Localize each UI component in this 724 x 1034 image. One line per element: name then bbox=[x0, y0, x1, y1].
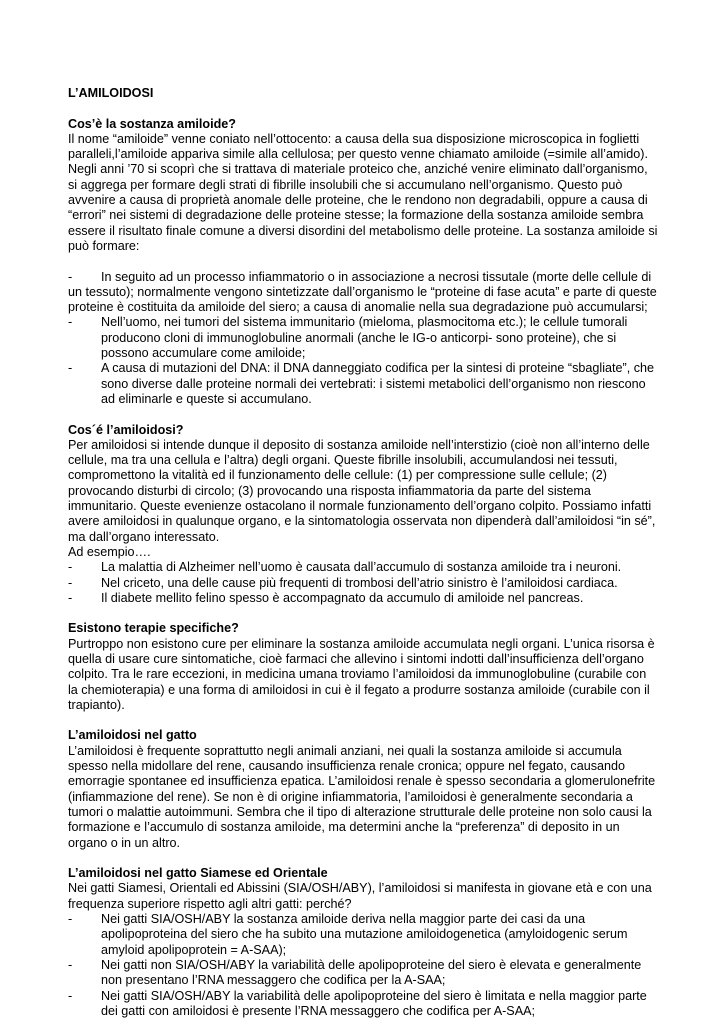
document-body bbox=[68, 86, 658, 1034]
paragraph: Ad esempio…. bbox=[68, 544, 151, 559]
list-item-text: In seguito ad un processo infiammatorio o in associazione a necrosi tissutale (morte delle cellule di un tessuto); normalmente vengono sintetizzate dall’organismo le “proteine di fase acuta” e parte di queste proteine è costituita da amiloide del siero; a causa di anomalie nella sua degradazione può accumularsi; bbox=[68, 269, 657, 315]
list-item-text: La malattia di Alzheimer nell’uomo è causata dall’accumulo di sostanza amiloide tra i neuroni. bbox=[101, 560, 622, 575]
list-item-text: Nei gatti SIA/OSH/ABY la variabilità delle apolipoproteine del siero è limitata e nella maggior parte dei gatti con amiloidosi è presente l’RNA messaggero che codifica per A-SAA; bbox=[101, 988, 647, 1018]
section-gatto-siamese-orientale bbox=[68, 866, 658, 1019]
section-heading: Cos’è la sostanza amiloide? bbox=[68, 116, 236, 131]
list-item-text: Nel criceto, una delle cause più frequenti di trombosi dell’atrio sinistro è l’amiloidosi cardiaca. bbox=[101, 575, 618, 590]
list-item-text: Nei gatti non SIA/OSH/ABY la variabilità delle apolipoproteine del siero è elevata e generalmente non presentano l’RNA messaggero che codifica per la A-SAA; bbox=[101, 957, 642, 988]
bullet-dash: - bbox=[68, 988, 73, 1003]
list-item bbox=[68, 591, 658, 606]
paragraph: L’amiloidosi è frequente soprattutto negli animali anziani, nei quali la sostanza amiloide si accumula spesso nella midollare del rene, causando insufficienza renale cronica; oppure nel fegato, causando emorragie spontanee ed insufficienza epatica. L’amiloidosi renale è spesso secondaria a glomerulonefrite (infiammazione del rene). Se non è di origine infiammatoria, l’amiloidosi è generalmente secondaria a tumori o malattie autoimmuni. Sembra che il tipo di alterazione strutturale delle proteine non solo causi la formazione e l’accumulo di sostanza amiloide, ma determini anche la “preferenza” di deposito in un organo o in un altro. bbox=[68, 743, 656, 850]
list-item bbox=[68, 958, 658, 989]
list-item bbox=[68, 315, 658, 361]
list-item bbox=[68, 576, 658, 591]
section-sostanza-amiloide bbox=[68, 117, 658, 408]
list-item-text: Il diabete mellito felino spesso è accompagnato da accumulo di amiloide nel pancreas. bbox=[101, 590, 584, 605]
list-item bbox=[68, 912, 658, 958]
bullet-dash: - bbox=[68, 590, 73, 605]
bullet-dash: - bbox=[68, 575, 73, 590]
section-cos-e-amiloidosi bbox=[68, 423, 658, 607]
section-terapie bbox=[68, 621, 658, 713]
section-heading: Cos´é l’amiloidosi? bbox=[68, 422, 184, 437]
section-heading: Esistono terapie specifiche? bbox=[68, 621, 239, 636]
paragraph: Purtroppo non esistono cure per eliminare la sostanza amiloide accumulata negli organi. L’unica risorsa è quella di usare cure sintomatiche, cioè farmaci che allevino i sintomi indotti dall’insufficienza dell’organo colpito. Tra le rare eccezioni, in medicina umana troviamo l’amiloidosi da immunoglobuline (curabile con la chemioterapia) e una forma di amiloidosi in cui è il fegato a produrre sostanza amiloide (curabile con il trapianto). bbox=[68, 636, 655, 712]
list-item-text: Nei gatti SIA/OSH/ABY la sostanza amiloide deriva nella maggior parte dei casi da una apolipoproteina del siero che ha subito una mutazione amiloidogenetica (amyloidogenic serum amyloid apolipoprotein = A-SAA); bbox=[101, 912, 628, 957]
bullet-dash: - bbox=[68, 957, 73, 972]
section-heading: L’amiloidosi nel gatto bbox=[68, 728, 197, 743]
bullet-dash: - bbox=[68, 269, 73, 284]
paragraph: Nei gatti Siamesi, Orientali ed Abissini (SIA/OSH/ABY), l’amiloidosi si manifesta in giovane età e con una frequenza superiore rispetto agli altri gatti: perché? bbox=[68, 881, 652, 911]
list-item bbox=[68, 560, 658, 575]
bullet-dash: - bbox=[68, 361, 73, 376]
bullet-dash: - bbox=[68, 315, 73, 330]
document-title: L’AMILOIDOSI bbox=[68, 86, 154, 100]
section-heading: L’amiloidosi nel gatto Siamese ed Orientale bbox=[68, 866, 328, 881]
list-item bbox=[68, 361, 658, 407]
paragraph: Il nome “amiloide” venne coniato nell’ottocento: a causa della sua disposizione microscopica in foglietti paralleli,l’amiloide appariva simile alla cellulosa; per questo venne chiamato amiloide (=simile all’amido). Negli anni ’70 si scoprì che si trattava di materiale proteico che, anziché venire eliminato dall’organismo, si aggrega per formare degli strati di fibrille insolubili che si accumulano nell’organismo. Questo può avvenire a causa di proprietà anomale delle proteine, che le rendono non degradabili, oppure a causa di “errori” nei sistemi di degradazione delle proteine stesse; la formazione della sostanza amiloide sembra essere il risultato finale comune a diversi disordini del metabolismo delle proteine. La sostanza amiloide si può formare: bbox=[68, 131, 658, 253]
bullet-dash: - bbox=[68, 560, 73, 575]
list-item bbox=[68, 270, 658, 316]
paragraph: Per amiloidosi si intende dunque il deposito di sostanza amiloide nell’interstizio (cioè non all’interno delle cellule, ma tra una cellula e l’altra) degli organi. Queste fibrille insolubili, accumulandosi nei tessuti, compromettono la vitalità ed il funzionamento delle cellule: (1) per compressione sulle cellule; (2) provocando disturbi di circolo; (3) provocando una risposta infiammatoria da parte del sistema immunitario. Queste evenienze ostacolano il normale funzionamento dell’organo colpito. Possiamo infatti avere amiloidosi in qualunque organo, e la sintomatologia osservata non dipenderà dall’amiloidosi “in sé”, ma dall’organo interessato. bbox=[68, 437, 656, 544]
bullet-dash: - bbox=[68, 912, 73, 927]
list-item bbox=[68, 989, 658, 1020]
list-item-text: A causa di mutazioni del DNA: il DNA danneggiato codifica per la sintesi di proteine “sbagliate”, che sono diverse dalle proteine normali dei vertebrati: i sistemi metabolici dell’organismo non riescono ad eliminarle e queste si accumulano. bbox=[101, 361, 655, 406]
list-item-text: Nell’uomo, nei tumori del sistema immunitario (mieloma, plasmocitoma etc.); le cellule tumorali producono cloni di immunoglobuline anormali (anche le IG-o anticorpi- sono proteine), che si possono accumulare come amiloide; bbox=[101, 315, 628, 361]
section-amiloidosi-gatto bbox=[68, 728, 658, 850]
